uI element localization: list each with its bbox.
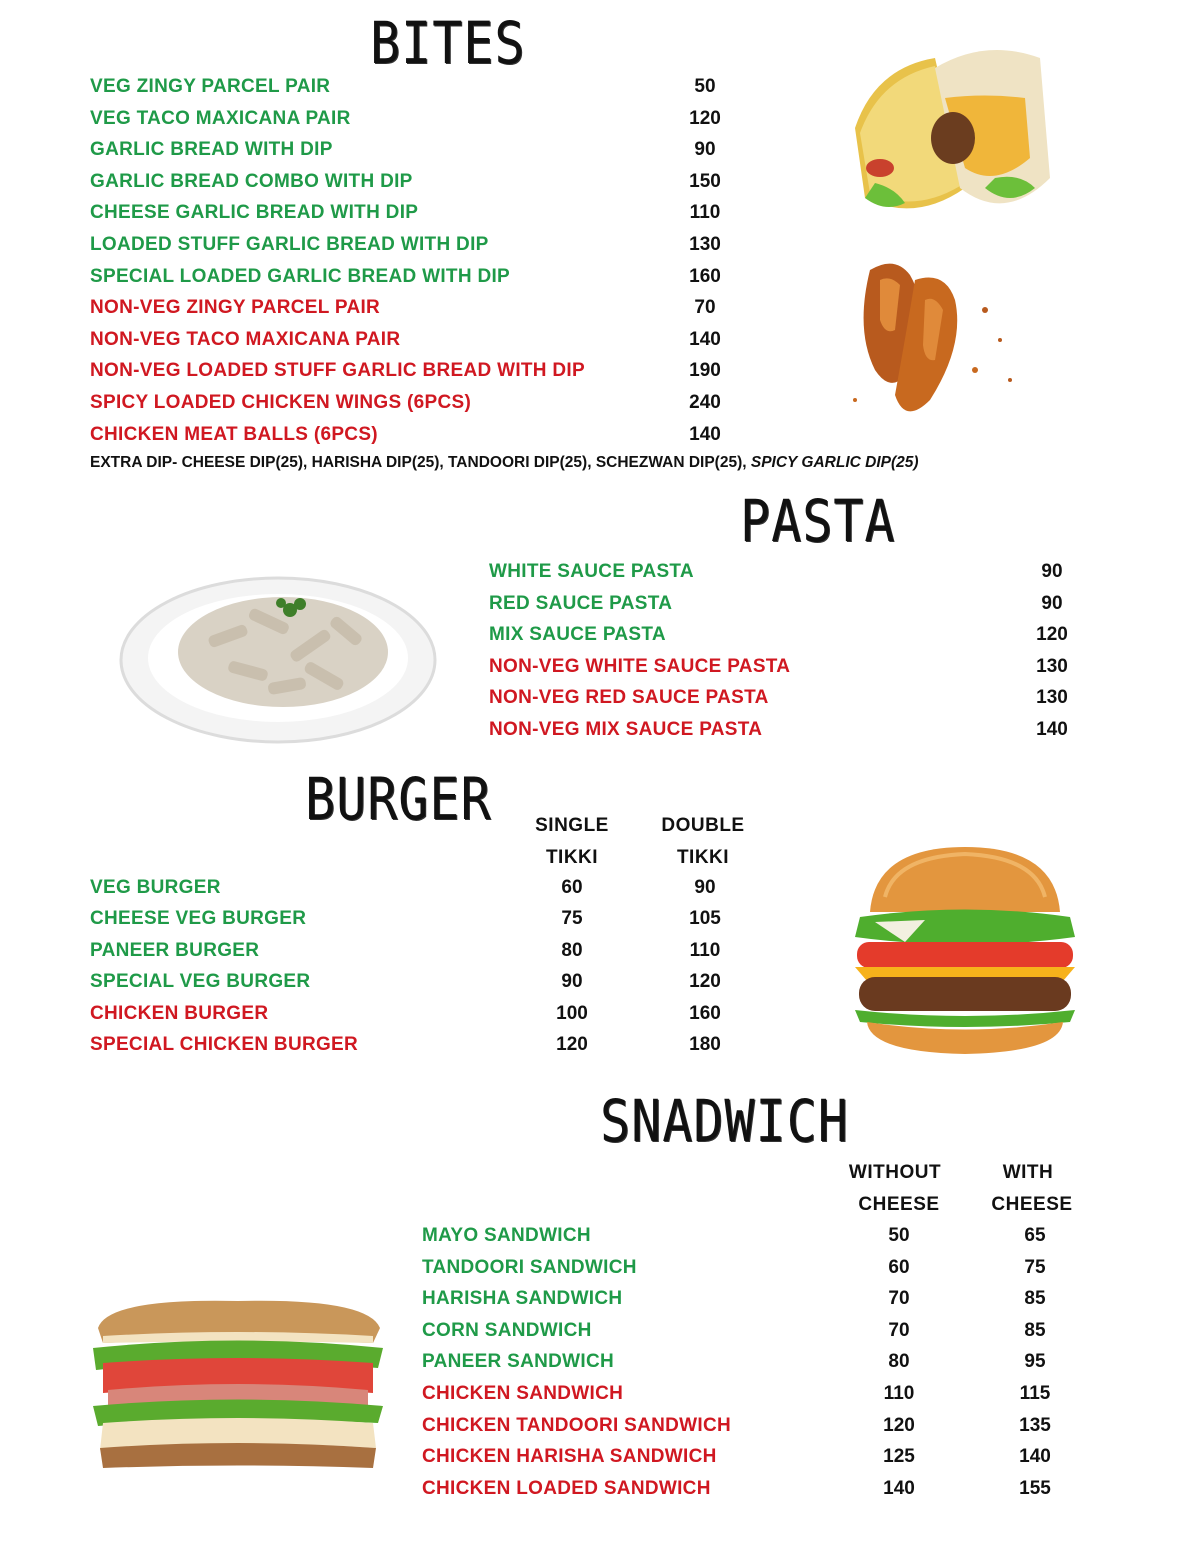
bites-item-price: 240 bbox=[689, 392, 721, 413]
sandwich-col-without-line2: CHEESE bbox=[858, 1194, 940, 1215]
sandwich-item-name: TANDOORI SANDWICH bbox=[422, 1256, 637, 1278]
pasta-item-price: 130 bbox=[1036, 655, 1068, 677]
bites-item-price: 150 bbox=[689, 170, 721, 192]
burger-col-double-line1: DOUBLE bbox=[661, 815, 745, 836]
burger-heading: BURGER bbox=[305, 766, 492, 833]
burger-item-price-single: 90 bbox=[561, 971, 583, 993]
burger-item-price-double: 160 bbox=[689, 1002, 721, 1024]
burger-item-name: SPECIAL CHICKEN BURGER bbox=[90, 1034, 359, 1055]
burger-item-price-single: 120 bbox=[556, 1034, 588, 1055]
sandwich-col-without-line1: WITHOUT bbox=[848, 1162, 942, 1183]
sandwich-item-price-without: 70 bbox=[888, 1319, 910, 1341]
sandwich-item-name: MAYO SANDWICH bbox=[422, 1225, 591, 1246]
bites-item-price: 130 bbox=[689, 234, 721, 255]
sandwich-item-price-without: 120 bbox=[883, 1414, 915, 1436]
sandwich-item-name: CHICKEN HARISHA SANDWICH bbox=[422, 1446, 717, 1468]
pasta-item-price: 90 bbox=[1041, 592, 1063, 614]
pasta-plate-image bbox=[118, 570, 438, 745]
burger-item-price-single: 60 bbox=[561, 877, 583, 898]
sandwich-item-price-without: 80 bbox=[888, 1351, 910, 1373]
sandwich-item-price-with: 85 bbox=[1024, 1319, 1046, 1341]
sandwich-item-price-without: 125 bbox=[883, 1446, 915, 1468]
burger-item-price-double: 120 bbox=[689, 971, 721, 993]
burger-item-price-double: 110 bbox=[689, 939, 721, 961]
sandwich-image bbox=[88, 1298, 388, 1473]
burger-item-price-double: 90 bbox=[694, 877, 716, 898]
sandwich-col-with-line1: WITH bbox=[1002, 1162, 1054, 1183]
burger-item-price-double: 180 bbox=[689, 1034, 721, 1055]
bites-item-name: CHICKEN MEAT BALLS (6PCS) bbox=[90, 423, 378, 445]
pasta-item-name: NON-VEG WHITE SAUCE PASTA bbox=[489, 655, 791, 677]
bites-item-name: VEG TACO MAXICANA PAIR bbox=[90, 107, 351, 129]
pasta-item-name: MIX SAUCE PASTA bbox=[489, 624, 666, 646]
extra-dip-italic-text: SPICY GARLIC DIP(25) bbox=[750, 454, 919, 471]
burger-col-single-line2: TIKKI bbox=[545, 847, 599, 868]
burger-item-price-double: 105 bbox=[689, 908, 721, 930]
sandwich-item-price-with: 65 bbox=[1024, 1225, 1046, 1246]
bites-item-price: 190 bbox=[689, 360, 721, 382]
burger-item-name: SPECIAL VEG BURGER bbox=[90, 971, 311, 993]
burger-item-name: PANEER BURGER bbox=[90, 939, 260, 961]
sandwich-item-price-without: 70 bbox=[888, 1288, 910, 1310]
pasta-item-name: RED SAUCE PASTA bbox=[489, 592, 673, 614]
pasta-item-name: NON-VEG MIX SAUCE PASTA bbox=[489, 719, 763, 740]
burger-item-name: CHEESE VEG BURGER bbox=[90, 908, 307, 930]
bites-item-name: SPECIAL LOADED GARLIC BREAD WITH DIP bbox=[90, 265, 511, 287]
burger-item-price-single: 75 bbox=[561, 908, 583, 930]
sandwich-item-price-with: 140 bbox=[1019, 1446, 1051, 1468]
pasta-item-price: 130 bbox=[1036, 687, 1068, 709]
sandwich-item-price-with: 155 bbox=[1019, 1477, 1051, 1499]
sandwich-item-price-without: 60 bbox=[888, 1256, 910, 1278]
sandwich-col-with-line2: CHEESE bbox=[991, 1194, 1073, 1215]
bites-item-price: 90 bbox=[694, 139, 716, 161]
chicken-drumsticks-image bbox=[835, 250, 1035, 430]
sandwich-item-price-without: 140 bbox=[883, 1477, 915, 1499]
sandwich-item-price-with: 75 bbox=[1024, 1256, 1046, 1278]
pasta-item-price: 90 bbox=[1041, 561, 1063, 582]
sandwich-item-name: HARISHA SANDWICH bbox=[422, 1288, 623, 1310]
bites-item-name: GARLIC BREAD COMBO WITH DIP bbox=[90, 170, 413, 192]
bites-item-name: SPICY LOADED CHICKEN WINGS (6PCS) bbox=[90, 392, 472, 413]
bites-item-price: 110 bbox=[689, 202, 721, 224]
pasta-item-name: NON-VEG RED SAUCE PASTA bbox=[489, 687, 769, 709]
bites-item-price: 120 bbox=[689, 107, 721, 129]
bites-item-name: VEG ZINGY PARCEL PAIR bbox=[90, 76, 331, 97]
burger-item-price-single: 100 bbox=[556, 1002, 588, 1024]
bites-item-price: 70 bbox=[694, 297, 716, 319]
bites-heading: BITES bbox=[370, 10, 526, 77]
sandwich-item-name: CHICKEN LOADED SANDWICH bbox=[422, 1477, 711, 1499]
bites-item-price: 50 bbox=[694, 76, 716, 97]
bites-item-name: CHEESE GARLIC BREAD WITH DIP bbox=[90, 202, 419, 224]
pasta-item-price: 120 bbox=[1036, 624, 1068, 646]
bites-item-name: NON-VEG ZINGY PARCEL PAIR bbox=[90, 297, 381, 319]
burger-col-single-line1: SINGLE bbox=[535, 815, 609, 836]
sandwich-item-price-with: 135 bbox=[1019, 1414, 1051, 1436]
sandwich-item-price-without: 50 bbox=[888, 1225, 910, 1246]
burger-item-price-single: 80 bbox=[561, 939, 583, 961]
burger-item-name: VEG BURGER bbox=[90, 877, 221, 898]
sandwich-item-name: PANEER SANDWICH bbox=[422, 1351, 615, 1373]
pasta-item-price: 140 bbox=[1036, 719, 1068, 740]
taco-image bbox=[835, 38, 1065, 223]
sandwich-item-name: CHICKEN TANDOORI SANDWICH bbox=[422, 1414, 732, 1436]
burger-item-name: CHICKEN BURGER bbox=[90, 1002, 269, 1024]
bites-item-name: LOADED STUFF GARLIC BREAD WITH DIP bbox=[90, 234, 489, 255]
bites-item-price: 140 bbox=[689, 328, 721, 350]
bites-item-name: NON-VEG TACO MAXICANA PAIR bbox=[90, 328, 401, 350]
sandwich-item-name: CHICKEN SANDWICH bbox=[422, 1383, 624, 1404]
sandwich-item-price-with: 85 bbox=[1024, 1288, 1046, 1310]
sandwich-item-price-without: 110 bbox=[883, 1383, 915, 1404]
extra-dip-text: EXTRA DIP- CHEESE DIP(25), HARISHA DIP(25), TANDOORI DIP(25), SCHEZWAN DIP(25), bbox=[90, 454, 747, 471]
burger-image bbox=[845, 842, 1085, 1057]
bites-item-price: 140 bbox=[689, 423, 721, 445]
pasta-item-name: WHITE SAUCE PASTA bbox=[489, 561, 694, 582]
bites-item-name: NON-VEG LOADED STUFF GARLIC BREAD WITH DIP bbox=[90, 360, 585, 382]
burger-col-double-line2: TIKKI bbox=[676, 847, 730, 868]
pasta-heading: PASTA bbox=[740, 488, 896, 555]
sandwich-heading: SNADWICH bbox=[600, 1088, 849, 1155]
sandwich-item-price-with: 95 bbox=[1024, 1351, 1046, 1373]
bites-item-price: 160 bbox=[689, 265, 721, 287]
extra-dip-note bbox=[90, 453, 919, 473]
sandwich-item-price-with: 115 bbox=[1019, 1383, 1051, 1404]
bites-item-name: GARLIC BREAD WITH DIP bbox=[90, 139, 333, 161]
sandwich-item-name: CORN SANDWICH bbox=[422, 1319, 592, 1341]
